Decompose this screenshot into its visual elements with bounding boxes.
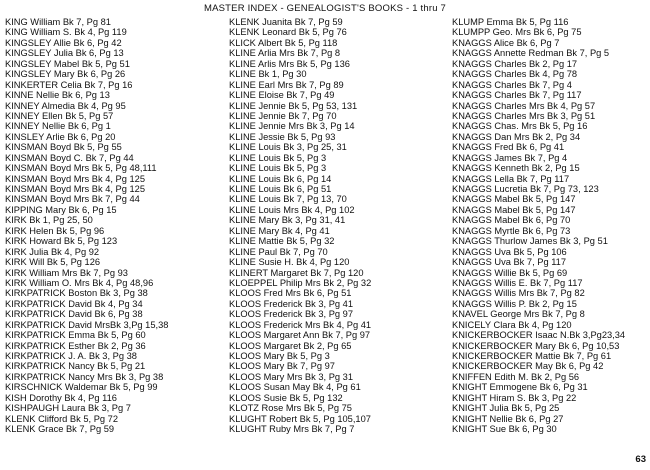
index-entry: KISHPAUGH Laura Bk 3, Pg 7 <box>5 403 131 414</box>
index-entry: KNIGHT Julia Bk 5, Pg 25 <box>452 403 560 414</box>
index-entry: KIRKPATRICK David MrsBk 3,Pg 15,38 <box>5 319 169 330</box>
index-entry: KLINE Mary Bk 3, Pg 31, 41 <box>229 215 346 226</box>
index-entry: KNAGGS Charles Bk 2, Pg 17 <box>452 58 578 69</box>
index-entry: KIRK William Mrs Bk 7, Pg 93 <box>5 267 128 278</box>
index-entry: KIRKPATRICK David Bk 6, Pg 38 <box>5 309 143 320</box>
index-entry: KLOOS Frederick Mrs Bk 4, Pg 41 <box>229 319 372 330</box>
index-entry: KLINE Arlia Mrs Bk 7, Pg 8 <box>229 48 341 59</box>
index-entry: KINGSLEY Mary Bk 6, Pg 26 <box>5 69 126 80</box>
index-entry: KNIGHT Nellie Bk 6, Pg 27 <box>452 413 564 424</box>
index-entry: KLENK Juanita Bk 7, Pg 59 <box>229 17 343 27</box>
index-entry: KLENK Grace Bk 7, Pg 59 <box>5 424 115 435</box>
index-entry: KIRKPATRICK Esther Bk 2, Pg 36 <box>5 340 146 351</box>
index-entry: KLICK Albert Bk 5, Pg 118 <box>229 37 338 48</box>
index-entry: KINGSLEY Julia Bk 6, Pg 13 <box>5 48 124 59</box>
index-entry: KLINE Earl Mrs Bk 7, Pg 89 <box>229 79 344 90</box>
index-entry: KNAGGS Lucretia Bk 7, Pg 73, 123 <box>452 184 599 194</box>
index-entry: KINNEY Ellen Bk 5, Pg 57 <box>5 110 114 121</box>
index-entry: KNICKERBOCKER Mary Bk 6, Pg 10,53 <box>452 340 620 351</box>
index-column-3 <box>452 17 648 435</box>
index-entry: KLUMP Emma Bk 5, Pg 116 <box>452 17 569 27</box>
page-number: 63 <box>635 454 646 465</box>
index-entry: KNAGGS Mabel Bk 5, Pg 147 <box>452 204 576 215</box>
index-entry: KLOOS Margaret Bk 2, Pg 65 <box>229 340 352 351</box>
index-entry: KLINERT Margaret Bk 7, Pg 120 <box>229 267 364 278</box>
index-entry: KIRK Will Bk 5, Pg 126 <box>5 257 101 268</box>
index-entry: KLOOS Susie Bk 5, Pg 132 <box>229 392 343 403</box>
index-entry: KLINE Louis Mrs Bk 4, Pg 102 <box>229 204 355 215</box>
index-entry: KIRKPATRICK Nancy Bk 5, Pg 21 <box>5 361 146 372</box>
index-entry: KIRK Helen Bk 5, Pg 96 <box>5 225 105 236</box>
index-entry: KIRK Julia Bk 4, Pg 92 <box>5 246 100 257</box>
index-entry: KNAGGS Thurlow James Bk 3, Pg 51 <box>452 236 608 247</box>
index-entry: KIRKPATRICK Nancy Mrs Bk 3, Pg 38 <box>5 371 164 382</box>
index-entry: KNAGGS Charles Mrs Bk 4, Pg 57 <box>452 100 596 111</box>
index-entry: KNAGGS Dan Mrs Bk 2, Pg 34 <box>452 131 581 142</box>
index-entry: KLINE Eloise Bk 7, Pg 49 <box>229 90 335 101</box>
index-entry: KLINE Susie H. Bk 4, Pg 120 <box>229 257 350 268</box>
index-entry: KLOOS Margaret Ann Bk 7, Pg 97 <box>229 330 371 341</box>
index-entry: KLOOS Mary Bk 7, Pg 97 <box>229 361 335 372</box>
page-title: MASTER INDEX - GENEALOGIST'S BOOKS - 1 thru 7 <box>203 3 447 14</box>
index-entry: KLINE Arlis Mrs Bk 5, Pg 136 <box>229 58 350 69</box>
index-entry: KNAGGS Myrtle Bk 6, Pg 73 <box>452 225 571 236</box>
index-entry: KNAGGS Lella Bk 7, Pg 117 <box>452 173 570 184</box>
index-entry: KNAGGS Willis P. Bk 2, Pg 15 <box>452 298 577 309</box>
index-entry: KIRSCHNICK Waldemar Bk 5, Pg 99 <box>5 382 158 393</box>
index-entry: KLOOS Susan May Bk 4, Pg 61 <box>229 382 361 393</box>
index-entry: KLINE Louis Bk 3, Pg 25, 31 <box>229 142 347 153</box>
index-entry: KINNEY Almedia Bk 4, Pg 95 <box>5 100 126 111</box>
index-entry: KLENK Clifford Bk 5, Pg 72 <box>5 413 118 424</box>
index-entry: KNAGGS Willis Mrs Bk 7, Pg 82 <box>452 288 585 299</box>
index-entry: KLENK Leonard Bk 5, Pg 76 <box>229 27 347 38</box>
index-entry: KLOTZ Rose Mrs Bk 5, Pg 75 <box>229 403 352 414</box>
index-entry: KINSMAN Boyd Mrs Bk 7, Pg 44 <box>5 194 140 205</box>
index-entry: KLINE Bk 1, Pg 30 <box>229 69 307 80</box>
index-entry: KNAGGS Annette Redman Bk 7, Pg 5 <box>452 48 610 59</box>
index-entry: KINNE Nellie Bk 6, Pg 13 <box>5 90 110 101</box>
index-entry: KNICKERBOCKER Mattie Bk 7, Pg 61 <box>452 351 612 361</box>
index-entry: KINSLEY Arlie Bk 6, Pg 20 <box>5 131 116 142</box>
index-entry: KNAGGS Alice Bk 6, Pg 7 <box>452 37 560 48</box>
index-entry: KING William Bk 7, Pg 81 <box>5 17 111 27</box>
index-entry: KINSMAN Boyd Mrs Bk 4, Pg 125 <box>5 184 146 194</box>
index-entry: KNAGGS Chas. Mrs Bk 5, Pg 16 <box>452 121 588 132</box>
index-entry: KLINE Jennie Mrs Bk 3, Pg 14 <box>229 121 355 132</box>
index-entry: KLOOS Mary Mrs Bk 3, Pg 31 <box>229 371 353 382</box>
index-entry: KLINE Louis Bk 6, Pg 14 <box>229 173 332 184</box>
index-entry: KINGSLEY Mabel Bk 5, Pg 51 <box>5 58 130 69</box>
index-entry: KNAGGS Uva Bk 5, Pg 106 <box>452 246 567 257</box>
index-entry: KLOOS Mary Bk 5, Pg 3 <box>229 351 330 361</box>
index-entry: KIRK William O. Mrs Bk 4, Pg 48,96 <box>5 277 154 288</box>
index-entry: KING William S. Bk 4, Pg 119 <box>5 27 127 38</box>
index-entry: KIPPING Mary Bk 6, Pg 15 <box>5 204 117 215</box>
index-entry: KLINE Jessie Bk 5, Pg 93 <box>229 131 336 142</box>
index-entry: KNICKERBOCKER May Bk 6, Pg 42 <box>452 361 604 372</box>
index-entry: KLINE Jennie Bk 5, Pg 53, 131 <box>229 100 358 111</box>
index-entry: KNAVEL George Mrs Bk 7, Pg 8 <box>452 309 585 320</box>
index-entry: KLOEPPEL Philip Mrs Bk 2, Pg 32 <box>229 277 372 288</box>
index-entry: KLOOS Frederick Bk 3, Pg 97 <box>229 309 354 320</box>
index-entry: KLINE Paul Bk 7, Pg 70 <box>229 246 328 257</box>
index-entry: KLINE Mary Bk 4, Pg 41 <box>229 225 330 236</box>
index-entry: KINSMAN Boyd C. Bk 7, Pg 44 <box>5 152 134 163</box>
index-entry: KINSMAN Boyd Bk 5, Pg 55 <box>5 142 122 153</box>
index-entry: KNIGHT Hiram S. Bk 3, Pg 22 <box>452 392 577 403</box>
index-entry: KNAGGS Mabel Bk 6, Pg 70 <box>452 215 571 226</box>
index-entry: KNAGGS Charles Bk 4, Pg 78 <box>452 69 578 80</box>
index-entry: KINSMAN Boyd Mrs Bk 5, Pg 48,111 <box>5 163 157 174</box>
index-entry: KINSMAN Boyd Mrs Bk 4, Pg 125 <box>5 173 146 184</box>
index-entry: KLINE Jennie Bk 7, Pg 70 <box>229 110 337 121</box>
index-entry: KNIGHT Sue Bk 6, Pg 30 <box>452 424 557 435</box>
index-entry: KINGSLEY Allie Bk 6, Pg 42 <box>5 37 122 48</box>
index-entry: KLUGHT Robert Bk 5, Pg 105,107 <box>229 413 371 424</box>
index-entry: KIRK Bk 1, Pg 25, 50 <box>5 215 93 226</box>
index-entry: KNAGGS Willis E. Bk 7, Pg 117 <box>452 277 583 288</box>
index-entry: KNICKERBOCKER Isaac N.Bk 3,Pg23,34 <box>452 330 626 341</box>
index-entry: KLINE Louis Bk 7, Pg 13, 70 <box>229 194 347 205</box>
index-entry: KNAGGS Willie Bk 5, Pg 69 <box>452 267 568 278</box>
index-entry: KNIGHT Emmogene Bk 6, Pg 31 <box>452 382 588 393</box>
index-entry: KNAGGS Mabel Bk 5, Pg 147 <box>452 194 576 205</box>
index-entry: KNAGGS James Bk 7, Pg 4 <box>452 152 568 163</box>
index-entry: KIRKPATRICK J. A. Bk 3, Pg 38 <box>5 351 137 361</box>
index-entry: KNAGGS Charles Mrs Bk 3, Pg 51 <box>452 110 596 121</box>
index-column-2 <box>229 17 449 435</box>
index-entry: KNAGGS Charles Bk 7, Pg 4 <box>452 79 572 90</box>
index-entry: KNAGGS Kenneth Bk 2, Pg 15 <box>452 163 580 174</box>
index-entry: KLOOS Frederick Bk 3, Pg 41 <box>229 298 354 309</box>
index-entry: KLINE Louis Bk 6, Pg 51 <box>229 184 332 194</box>
index-entry: KLINE Mattie Bk 5, Pg 32 <box>229 236 335 247</box>
index-entry: KISH Dorothy Bk 4, Pg 116 <box>5 392 117 403</box>
index-entry: KIRKPATRICK David Bk 4, Pg 34 <box>5 298 143 309</box>
index-entry: KLOOS Fred Mrs Bk 6, Pg 51 <box>229 288 352 299</box>
index-entry: KNAGGS Charles Bk 7, Pg 117 <box>452 90 582 101</box>
index-entry: KINNEY Nellie Bk 6, Pg 1 <box>5 121 111 132</box>
index-entry: KLUMPP Geo. Mrs Bk 6, Pg 75 <box>452 27 582 38</box>
index-entry: KLUGHT Ruby Mrs Bk 7, Pg 7 <box>229 424 355 435</box>
index-entry: KIRKPATRICK Emma Bk 5, Pg 60 <box>5 330 146 341</box>
index-entry: KINKERTER Celia Bk 7, Pg 16 <box>5 79 133 90</box>
index-entry: KNAGGS Uva Bk 7, Pg 117 <box>452 257 567 268</box>
index-entry: KNAGGS Fred Bk 6, Pg 41 <box>452 142 565 153</box>
index-entry: KIRKPATRICK Boston Bk 3, Pg 38 <box>5 288 148 299</box>
index-entry: KLINE Louis Bk 5, Pg 3 <box>229 163 327 174</box>
index-entry: KLINE Louis Bk 5, Pg 3 <box>229 152 327 163</box>
index-column-1 <box>5 17 225 435</box>
index-entry: KNICELY Clara Bk 4, Pg 120 <box>452 319 572 330</box>
index-entry: KNIFFEN Edith M. Bk 2, Pg 56 <box>452 371 580 382</box>
index-entry: KIRK Howard Bk 5, Pg 123 <box>5 236 118 247</box>
